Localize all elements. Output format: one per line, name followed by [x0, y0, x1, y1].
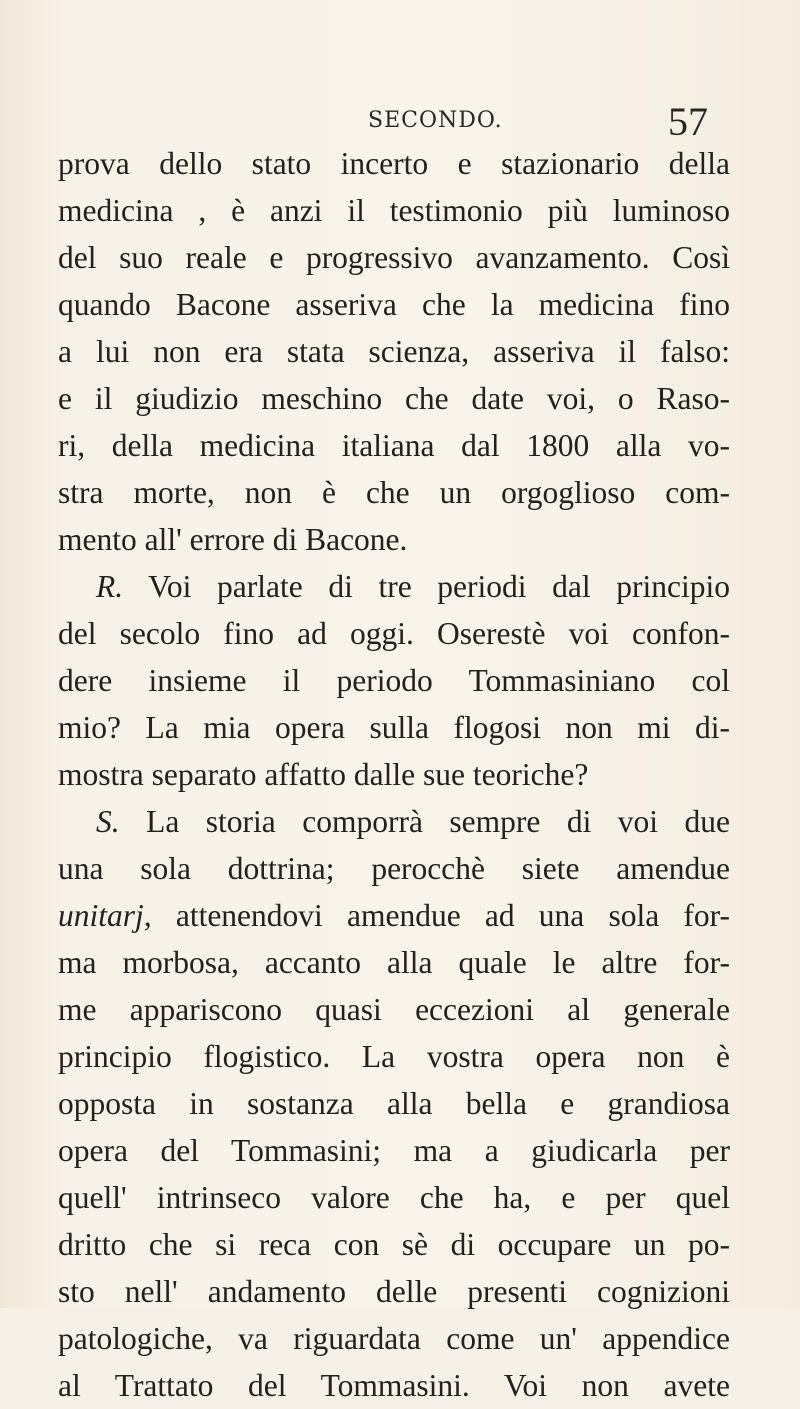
- text-line: prova dello stato incerto e stazionario della: [58, 146, 730, 181]
- text-line: mio? La mia opera sulla flogosi non mi di-: [58, 710, 730, 745]
- paragraph-line-speaker: [58, 563, 730, 610]
- text-line: opera del Tommasini; ma a giudicarla per: [58, 1133, 730, 1168]
- speaker-label: S.: [96, 804, 120, 839]
- speaker-label: R.: [96, 569, 124, 604]
- text-line: me appariscono quasi eccezioni al generale: [58, 992, 730, 1027]
- text-line: medicina , è anzi il testimonio più luminoso: [58, 193, 730, 228]
- text-line: a lui non era stata scienza, asseriva il falso:: [58, 334, 730, 369]
- text-line: mostra separato affatto dalle sue teoriche?: [58, 757, 589, 792]
- text-line: dere insieme il periodo Tommasiniano col: [58, 663, 730, 698]
- text-line: una sola dottrina; perocchè siete amendue: [58, 851, 730, 886]
- text-line: sto nell' andamento delle presenti cognizioni: [58, 1274, 730, 1309]
- text-line: dritto che si reca con sè di occupare un po-: [58, 1227, 730, 1262]
- body-text: [58, 140, 730, 1409]
- running-title: SECONDO.: [368, 108, 503, 133]
- text-line: mento all' errore di Bacone.: [58, 522, 408, 557]
- text-fragment: La storia comporrà sempre di voi due: [119, 804, 730, 839]
- text-line: ma morbosa, accanto alla quale le altre for-: [58, 945, 730, 980]
- page-number: 57: [668, 99, 708, 144]
- text-line-italic-start: [58, 892, 730, 939]
- text-line: principio flogistico. La vostra opera non è: [58, 1039, 730, 1074]
- paragraph-line-speaker: [58, 798, 730, 845]
- text-line: del secolo fino ad oggi. Oserestè voi confon-: [58, 616, 730, 651]
- text-line: opposta in sostanza alla bella e grandiosa: [58, 1086, 730, 1121]
- text-line: al Trattato del Tommasini. Voi non avete: [58, 1368, 730, 1403]
- text-line: patologiche, va riguardata come un' appendice: [58, 1321, 730, 1356]
- text-line: del suo reale e progressivo avanzamento. Così: [58, 240, 730, 275]
- text-fragment: attenendovi amendue ad una sola for-: [151, 898, 730, 933]
- text-fragment: Voi parlate di tre periodi dal principio: [123, 569, 730, 604]
- text-line: quando Bacone asseriva che la medicina fino: [58, 287, 730, 322]
- text-line: e il giudizio meschino che date voi, o Raso-: [58, 381, 730, 416]
- italic-word: unitarj,: [58, 898, 152, 933]
- text-line: stra morte, non è che un orgoglioso com-: [58, 475, 730, 510]
- text-line: quell' intrinseco valore che ha, e per quel: [58, 1180, 730, 1215]
- text-line: ri, della medicina italiana dal 1800 alla vo-: [58, 428, 730, 463]
